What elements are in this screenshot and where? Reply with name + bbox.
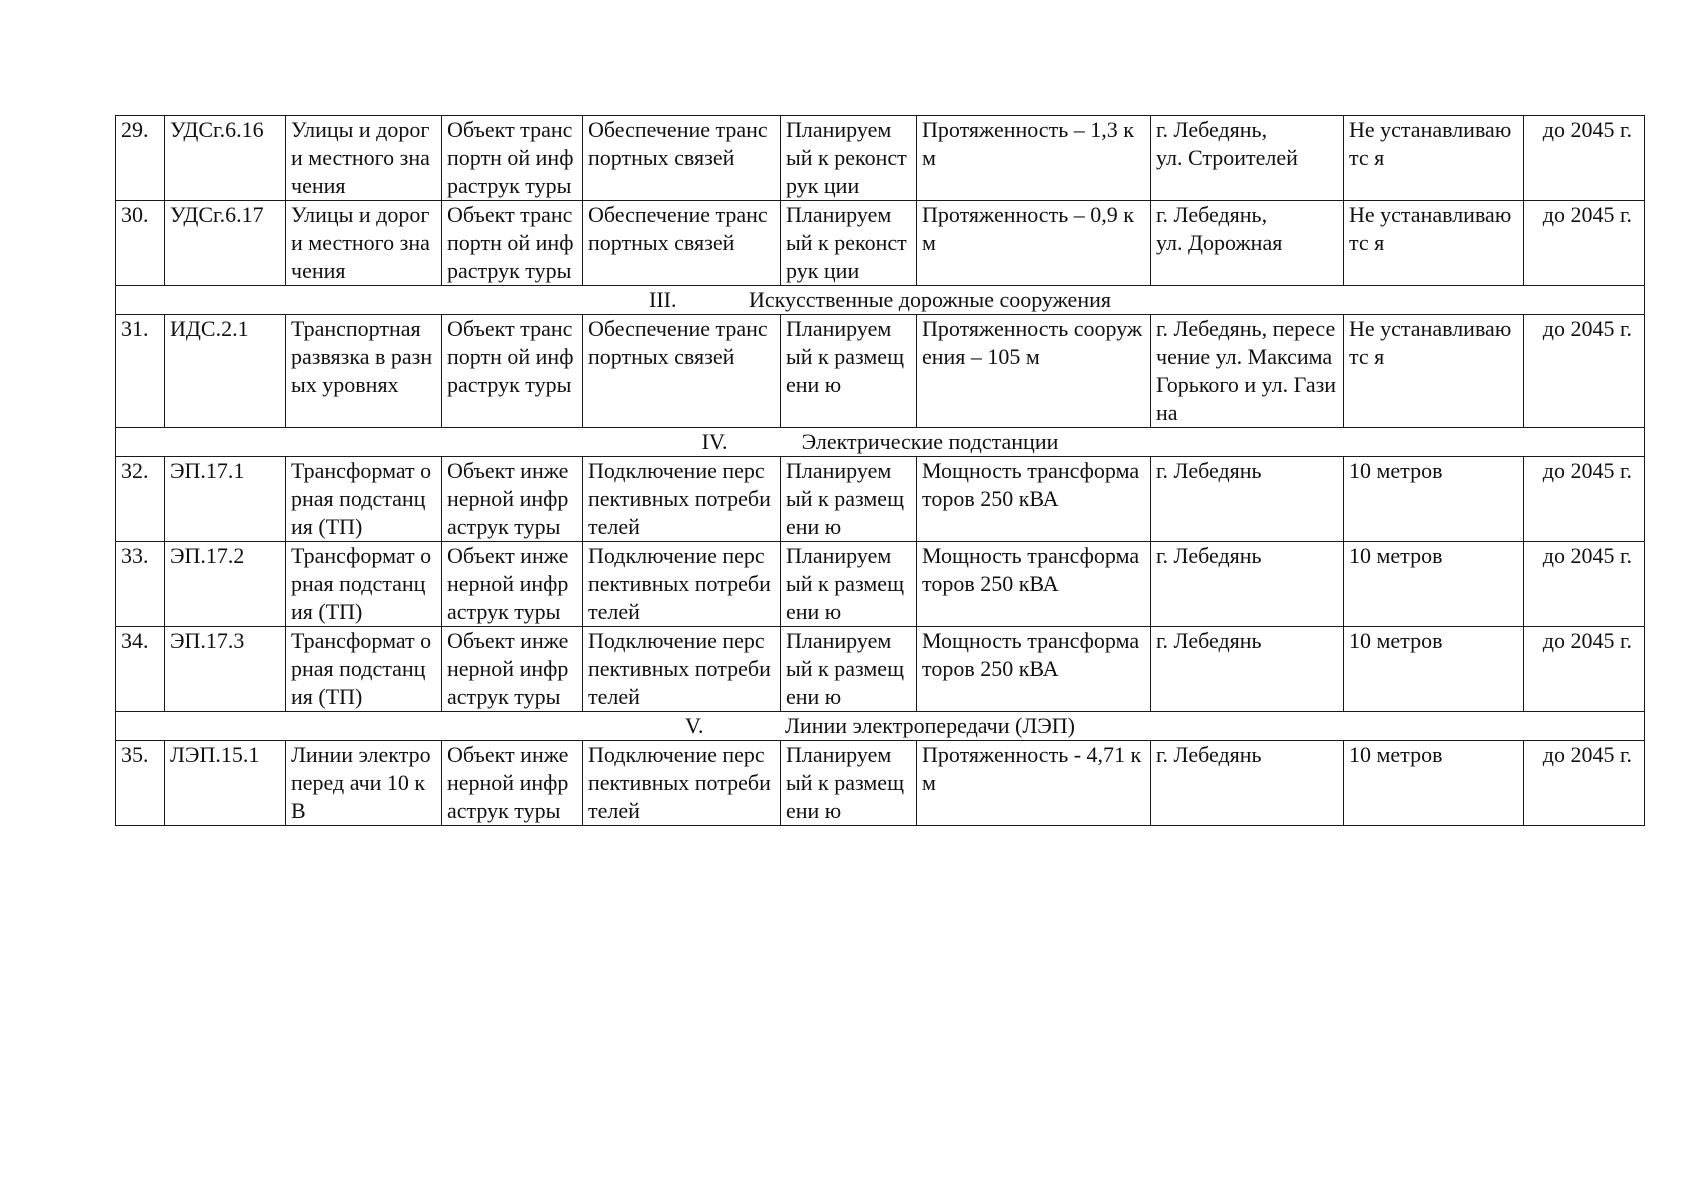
object-type-cell: Трансформат орная подстанция (ТП) bbox=[286, 457, 442, 542]
object-category-cell: Объект инженерной инфраструк туры bbox=[442, 741, 583, 826]
object-type-cell: Трансформат орная подстанция (ТП) bbox=[286, 542, 442, 627]
section-number: IV. bbox=[701, 429, 728, 454]
status-cell: Планируем ый к размещени ю bbox=[781, 457, 917, 542]
table-row bbox=[116, 116, 1645, 201]
row-number-cell: 30. bbox=[116, 201, 165, 286]
table-row bbox=[116, 457, 1645, 542]
purpose-cell: Подключение перспективных потребителей bbox=[583, 741, 781, 826]
purpose-cell: Обеспечение транспортных связей bbox=[583, 116, 781, 201]
section-title: Искусственные дорожные сооружения bbox=[749, 287, 1111, 312]
section-title: Электрические подстанции bbox=[801, 429, 1059, 454]
table-body bbox=[116, 116, 1645, 826]
section-number: V. bbox=[685, 713, 704, 738]
deadline-cell: до 2045 г. bbox=[1524, 627, 1645, 712]
zone-cell: 10 метров bbox=[1344, 457, 1524, 542]
location-cell: г. Лебедянь, ул. Дорожная bbox=[1151, 201, 1344, 286]
location-cell: г. Лебедянь, пересечение ул. Максима Горького и ул. Газина bbox=[1151, 315, 1344, 428]
section-title: Линии электропередачи (ЛЭП) bbox=[785, 713, 1075, 738]
object-code-cell: ЭП.17.3 bbox=[165, 627, 286, 712]
status-cell: Планируем ый к реконструк ции bbox=[781, 201, 917, 286]
purpose-cell: Подключение перспективных потребителей bbox=[583, 542, 781, 627]
zone-cell: Не устанавливаютс я bbox=[1344, 315, 1524, 428]
deadline-cell: до 2045 г. bbox=[1524, 201, 1645, 286]
object-category-cell: Объект транспортн ой инфраструк туры bbox=[442, 201, 583, 286]
object-code-cell: УДСг.6.17 bbox=[165, 201, 286, 286]
object-code-cell: ЛЭП.15.1 bbox=[165, 741, 286, 826]
location-cell: г. Лебедянь bbox=[1151, 457, 1344, 542]
location-cell: г. Лебедянь bbox=[1151, 627, 1344, 712]
planned-objects-table bbox=[115, 115, 1645, 826]
row-number-cell: 29. bbox=[116, 116, 165, 201]
purpose-cell: Подключение перспективных потребителей bbox=[583, 627, 781, 712]
characteristics-cell: Мощность трансформаторов 250 кВА bbox=[917, 542, 1151, 627]
section-header-row bbox=[116, 286, 1645, 315]
section-header-row bbox=[116, 428, 1645, 457]
object-code-cell: ЭП.17.2 bbox=[165, 542, 286, 627]
characteristics-cell: Протяженность - 4,71 км bbox=[917, 741, 1151, 826]
location-cell: г. Лебедянь, ул. Строителей bbox=[1151, 116, 1344, 201]
section-number: III. bbox=[649, 287, 677, 312]
object-category-cell: Объект инженерной инфраструк туры bbox=[442, 457, 583, 542]
zone-cell: 10 метров bbox=[1344, 542, 1524, 627]
zone-cell: Не устанавливаютс я bbox=[1344, 116, 1524, 201]
row-number-cell: 32. bbox=[116, 457, 165, 542]
zone-cell: 10 метров bbox=[1344, 741, 1524, 826]
characteristics-cell: Протяженность сооружения – 105 м bbox=[917, 315, 1151, 428]
object-category-cell: Объект инженерной инфраструк туры bbox=[442, 542, 583, 627]
section-header-row bbox=[116, 712, 1645, 741]
location-cell: г. Лебедянь bbox=[1151, 542, 1344, 627]
table-row bbox=[116, 201, 1645, 286]
object-type-cell: Транспортная развязка в разных уровнях bbox=[286, 315, 442, 428]
object-category-cell: Объект транспортн ой инфраструк туры bbox=[442, 116, 583, 201]
deadline-cell: до 2045 г. bbox=[1524, 542, 1645, 627]
status-cell: Планируем ый к размещени ю bbox=[781, 315, 917, 428]
status-cell: Планируем ый к размещени ю bbox=[781, 741, 917, 826]
table-row bbox=[116, 315, 1645, 428]
object-type-cell: Трансформат орная подстанция (ТП) bbox=[286, 627, 442, 712]
status-cell: Планируем ый к размещени ю bbox=[781, 542, 917, 627]
object-category-cell: Объект инженерной инфраструк туры bbox=[442, 627, 583, 712]
row-number-cell: 31. bbox=[116, 315, 165, 428]
object-code-cell: ЭП.17.1 bbox=[165, 457, 286, 542]
deadline-cell: до 2045 г. bbox=[1524, 116, 1645, 201]
deadline-cell: до 2045 г. bbox=[1524, 315, 1645, 428]
zone-cell: 10 метров bbox=[1344, 627, 1524, 712]
purpose-cell: Обеспечение транспортных связей bbox=[583, 315, 781, 428]
characteristics-cell: Мощность трансформаторов 250 кВА bbox=[917, 627, 1151, 712]
status-cell: Планируем ый к размещени ю bbox=[781, 627, 917, 712]
zone-cell: Не устанавливаютс я bbox=[1344, 201, 1524, 286]
object-type-cell: Улицы и дороги местного значения bbox=[286, 116, 442, 201]
row-number-cell: 33. bbox=[116, 542, 165, 627]
object-type-cell: Улицы и дороги местного значения bbox=[286, 201, 442, 286]
object-category-cell: Объект транспортн ой инфраструк туры bbox=[442, 315, 583, 428]
table-row bbox=[116, 741, 1645, 826]
section-header-cell bbox=[116, 712, 1645, 741]
row-number-cell: 35. bbox=[116, 741, 165, 826]
object-type-cell: Линии электроперед ачи 10 кВ bbox=[286, 741, 442, 826]
location-cell: г. Лебедянь bbox=[1151, 741, 1344, 826]
deadline-cell: до 2045 г. bbox=[1524, 741, 1645, 826]
table-row bbox=[116, 542, 1645, 627]
characteristics-cell: Мощность трансформаторов 250 кВА bbox=[917, 457, 1151, 542]
deadline-cell: до 2045 г. bbox=[1524, 457, 1645, 542]
section-header-cell bbox=[116, 428, 1645, 457]
row-number-cell: 34. bbox=[116, 627, 165, 712]
section-header-cell bbox=[116, 286, 1645, 315]
status-cell: Планируем ый к реконструк ции bbox=[781, 116, 917, 201]
purpose-cell: Обеспечение транспортных связей bbox=[583, 201, 781, 286]
object-code-cell: ИДС.2.1 bbox=[165, 315, 286, 428]
characteristics-cell: Протяженность – 0,9 км bbox=[917, 201, 1151, 286]
object-code-cell: УДСг.6.16 bbox=[165, 116, 286, 201]
purpose-cell: Подключение перспективных потребителей bbox=[583, 457, 781, 542]
table-row bbox=[116, 627, 1645, 712]
characteristics-cell: Протяженность – 1,3 км bbox=[917, 116, 1151, 201]
